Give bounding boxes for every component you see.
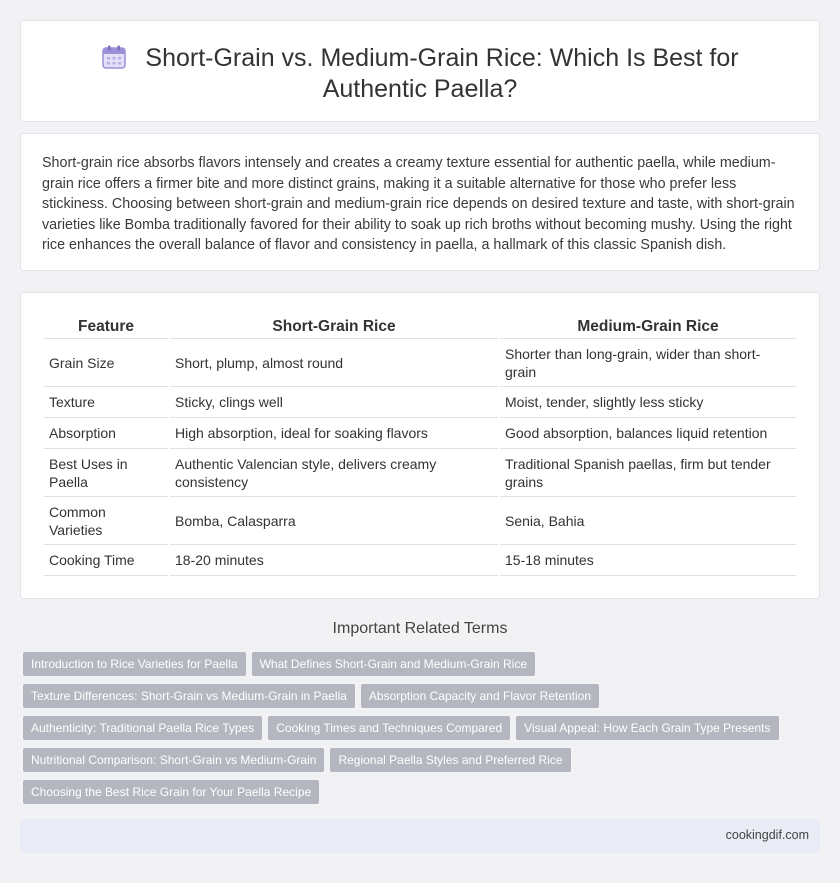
table-cell: Sticky, clings well (170, 387, 498, 418)
header-card (20, 20, 820, 122)
table-row (44, 418, 796, 449)
related-terms-list (23, 652, 803, 804)
footer (20, 819, 820, 853)
comparison-table (42, 315, 798, 576)
header-feature: Feature (44, 315, 168, 339)
related-term-tag[interactable]: What Defines Short-Grain and Medium-Grain Rice (252, 652, 535, 676)
related-term-tag[interactable]: Cooking Times and Techniques Compared (268, 716, 510, 740)
table-header-row (44, 315, 796, 339)
table-cell: Cooking Time (44, 545, 168, 576)
comparison-table-card (20, 292, 820, 599)
related-term-tag[interactable]: Choosing the Best Rice Grain for Your Paella Recipe (23, 780, 319, 804)
table-row (44, 497, 796, 545)
summary-card (20, 133, 820, 271)
table-cell: 15-18 minutes (500, 545, 796, 576)
table-cell: Bomba, Calasparra (170, 497, 498, 545)
table-cell: Short, plump, almost round (170, 339, 498, 387)
table-cell: Good absorption, balances liquid retention (500, 418, 796, 449)
table-cell: Moist, tender, slightly less sticky (500, 387, 796, 418)
related-term-tag[interactable]: Visual Appeal: How Each Grain Type Presents (516, 716, 778, 740)
footer-site-link[interactable]: cookingdif.com (725, 828, 809, 842)
table-cell: 18-20 minutes (170, 545, 498, 576)
table-row (44, 387, 796, 418)
table-cell: Common Varieties (44, 497, 168, 545)
related-term-tag[interactable]: Texture Differences: Short-Grain vs Medium-Grain in Paella (23, 684, 355, 708)
related-term-tag[interactable]: Introduction to Rice Varieties for Paella (23, 652, 246, 676)
table-cell: Shorter than long-grain, wider than short-grain (500, 339, 796, 387)
title-wrap (61, 43, 779, 105)
table-cell: Authentic Valencian style, delivers creamy consistency (170, 449, 498, 497)
page-title: Short-Grain vs. Medium-Grain Rice: Which Is Best for Authentic Paella? (145, 44, 739, 103)
related-term-tag[interactable]: Nutritional Comparison: Short-Grain vs Medium-Grain (23, 748, 324, 772)
header-short-grain: Short-Grain Rice (170, 315, 498, 339)
related-term-tag[interactable]: Absorption Capacity and Flavor Retention (361, 684, 599, 708)
related-term-tag[interactable]: Authenticity: Traditional Paella Rice Types (23, 716, 262, 740)
related-term-tag[interactable]: Regional Paella Styles and Preferred Rice (330, 748, 570, 772)
table-cell: High absorption, ideal for soaking flavors (170, 418, 498, 449)
table-cell: Traditional Spanish paellas, firm but tender grains (500, 449, 796, 497)
table-row (44, 339, 796, 387)
calendar-icon (101, 45, 127, 69)
table-row (44, 545, 796, 576)
summary-text: Short-grain rice absorbs flavors intensely and creates a creamy texture essential for authentic paella, while medium-grain rice offers a firmer bite and more distinct grains, making it a suitable alternative for those who prefer less stickiness. Choosing between short-grain and medium-grain rice depends on desired texture and taste, with short-grain varieties like Bomba traditionally favored for their ability to soak up rich broths without becoming mushy. Using the right rice enhances the overall balance of flavor and consistency in paella, a hallmark of this classic Spanish dish. (42, 155, 795, 253)
header-medium-grain: Medium-Grain Rice (500, 315, 796, 339)
table-cell: Absorption (44, 418, 168, 449)
table-cell: Senia, Bahia (500, 497, 796, 545)
table-cell: Best Uses in Paella (44, 449, 168, 497)
table-cell: Grain Size (44, 339, 168, 387)
related-terms-title: Important Related Terms (332, 620, 508, 637)
table-cell: Texture (44, 387, 168, 418)
table-row (44, 449, 796, 497)
